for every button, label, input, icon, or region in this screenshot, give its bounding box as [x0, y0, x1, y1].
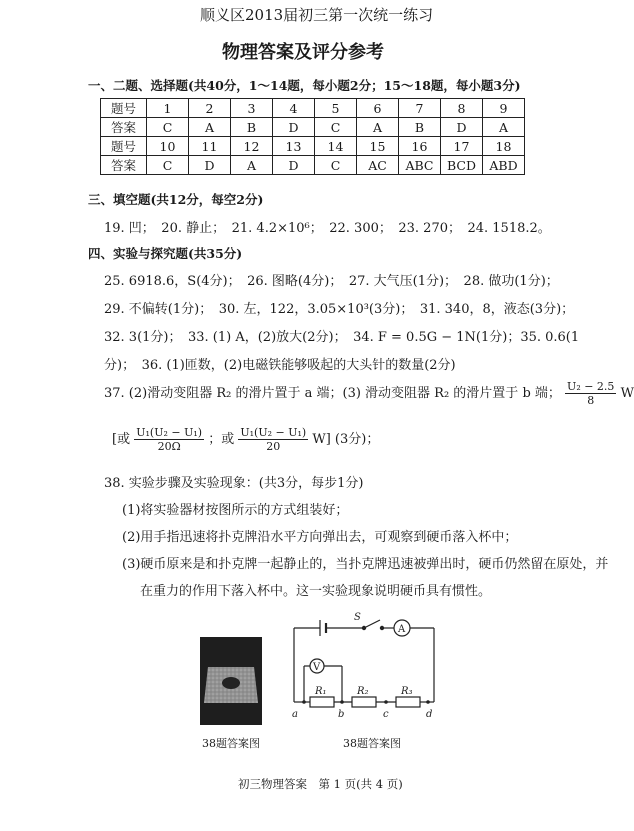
answer-table-cell: 18	[483, 137, 525, 156]
answer-table-row	[101, 99, 525, 118]
answer-table-row-header: 题号	[101, 99, 147, 118]
answer-table-row-header: 题号	[101, 137, 147, 156]
photo-caption: 38题答案图	[202, 737, 260, 750]
label-switch: S	[354, 612, 361, 623]
resistor-r1	[310, 697, 334, 707]
q38-step2: (2)用手指迅速将扑克牌沿水平方向弹出去，可观察到硬币落入杯中；	[122, 530, 518, 545]
answer-table-cell: A	[231, 156, 273, 175]
node-b	[340, 700, 344, 704]
label-ammeter: A	[398, 624, 406, 635]
answer-table-cell: D	[273, 156, 315, 175]
q37-alt-fraction2-den: 20	[266, 440, 281, 453]
section4-line4: 分)； 36. (1)匝数，(2)电磁铁能够吸起的大头针的数量(2分)	[104, 358, 456, 373]
answer-table-cell: 11	[189, 137, 231, 156]
q37-alt-fraction1-num: U₁(U₂ − U₁)	[136, 426, 203, 439]
answer-table-cell: 3	[231, 99, 273, 118]
answer-table-cell: 14	[315, 137, 357, 156]
circuit-caption: 38题答案图	[343, 737, 401, 750]
page-footer: 初三物理答案 第 1 页(共 4 页)	[238, 777, 403, 791]
answer-table-cell: ABD	[483, 156, 525, 175]
q37-alt-mid: ；或	[208, 432, 235, 447]
label-voltmeter: V	[313, 662, 321, 673]
answer-table-cell: AC	[357, 156, 399, 175]
answer-table-cell: 8	[441, 99, 483, 118]
section3-heading: 三、填空题(共12分，每空2分)	[88, 192, 264, 207]
answer-table-row	[101, 156, 525, 175]
card-coin-illustration	[200, 637, 262, 725]
answer-table-cell: D	[189, 156, 231, 175]
answer-table-cell: C	[315, 156, 357, 175]
node-a	[302, 700, 306, 704]
answer-table-cell: B	[399, 118, 441, 137]
answer-table-cell: 2	[189, 99, 231, 118]
q37-alt-prefix: [或	[112, 432, 131, 447]
q38-step3b: 在重力的作用下落入杯中。这一实验现象说明硬币具有惯性。	[140, 584, 492, 599]
answer-table-cell: 10	[147, 137, 189, 156]
answer-table-cell: A	[189, 118, 231, 137]
answer-table-row	[101, 137, 525, 156]
section4-line3: 32. 3(1分)； 33. (1) A，(2)放大(2分)； 34. F = 0.5G − 1N(1分)；35. 0.6(1	[104, 330, 580, 345]
q37-line2	[112, 426, 379, 453]
answer-table-cell: 12	[231, 137, 273, 156]
answer-table-cell: BCD	[441, 156, 483, 175]
label-b: b	[338, 709, 345, 720]
document-title: 物理答案及评分参考	[222, 42, 384, 63]
answer-table	[100, 98, 525, 175]
answer-table-cell: 15	[357, 137, 399, 156]
label-r1: R₁	[315, 686, 327, 697]
switch-blade	[364, 620, 380, 628]
q38-step1: (1)将实验器材按图所示的方式组装好；	[122, 503, 349, 518]
answer-table-cell: 16	[399, 137, 441, 156]
label-c: c	[383, 709, 389, 720]
answer-table-cell: 4	[273, 99, 315, 118]
answer-table-cell: C	[147, 156, 189, 175]
experiment-photo	[200, 637, 262, 725]
answer-table-cell: D	[273, 118, 315, 137]
q37-alt-fraction2	[238, 426, 308, 453]
q37-fraction-den: 8	[587, 394, 595, 407]
section4-line2: 29. 不偏转(1分)； 30. 左，122，3.05×10³(3分)； 31. 340，8，液态(3分)；	[104, 302, 575, 317]
answer-table-row-header: 答案	[101, 156, 147, 175]
node-d	[426, 700, 430, 704]
q37-text: 37. (2)滑动变阻器 R₂ 的滑片置于 a 端；(3) 滑动变阻器 R₂ 的滑片置于 b 端；	[104, 386, 561, 401]
label-r3: R₃	[401, 686, 413, 697]
answer-table-cell: C	[315, 118, 357, 137]
q37-unit: W	[620, 386, 634, 401]
q37-fraction-num: U₂ − 2.5	[567, 380, 615, 393]
answer-table-cell: 1	[147, 99, 189, 118]
answer-table-cell: D	[441, 118, 483, 137]
section3-answers: 19. 凹； 20. 静止； 21. 4.2×10⁶； 22. 300； 23. 270； 24. 1518.2。	[104, 221, 551, 236]
answer-table-cell: A	[357, 118, 399, 137]
answer-table-cell: ABC	[399, 156, 441, 175]
section1-heading: 一、二题、选择题(共40分，1～14题，每小题2分；15～18题，每小题3分)	[88, 78, 521, 93]
q37-alt-suffix: W] (3分)；	[312, 432, 380, 447]
answer-table-cell: 5	[315, 99, 357, 118]
label-a: a	[292, 709, 298, 720]
answer-table-row-header: 答案	[101, 118, 147, 137]
answer-table-cell: 9	[483, 99, 525, 118]
answer-table-cell: B	[231, 118, 273, 137]
section4-heading: 四、实验与探究题(共35分)	[88, 246, 243, 261]
q37-alt-fraction1	[134, 426, 204, 453]
answer-table-cell: 6	[357, 99, 399, 118]
circuit-diagram	[284, 610, 454, 720]
answer-table-cell: C	[147, 118, 189, 137]
answer-table-cell: 17	[441, 137, 483, 156]
q38-step3a: (3)硬币原来是和扑克牌一起静止的，当扑克牌迅速被弹出时，硬币仍然留在原处，并	[122, 557, 609, 572]
answer-table-cell: 7	[399, 99, 441, 118]
resistor-r2	[352, 697, 376, 707]
q37-line1	[104, 380, 634, 407]
answer-table-cell: A	[483, 118, 525, 137]
answer-table-cell: 13	[273, 137, 315, 156]
label-d: d	[426, 709, 433, 720]
q38-heading: 38. 实验步骤及实验现象：(共3分，每步1分)	[104, 476, 364, 491]
exam-title: 顺义区2013届初三第一次统一练习	[200, 6, 434, 24]
resistor-r3	[396, 697, 420, 707]
q37-alt-fraction1-den: 20Ω	[157, 440, 181, 453]
answer-table-row	[101, 118, 525, 137]
q37-fraction	[565, 380, 616, 407]
section4-line1: 25. 6918.6，S(4分)； 26. 图略(4分)； 27. 大气压(1分)； 28. 做功(1分)；	[104, 274, 559, 289]
node-c	[384, 700, 388, 704]
label-r2: R₂	[357, 686, 369, 697]
q37-alt-fraction2-num: U₁(U₂ − U₁)	[240, 426, 307, 439]
